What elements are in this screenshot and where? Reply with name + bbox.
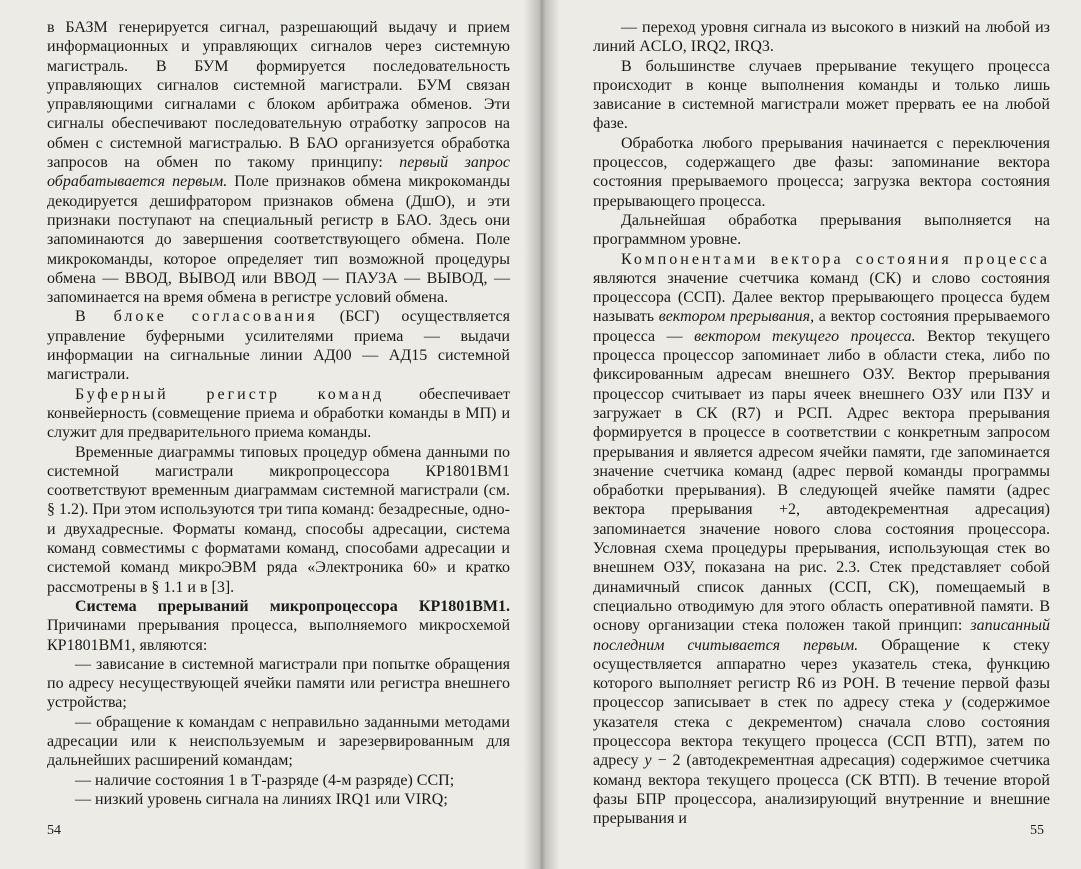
text-run: в БАЗМ генерируется сигнал, разрешающий выдачу и прием информационных и управляющих сигналов через системную магистраль. В БУМ формируется последовательность управляющих сигналов системной магистрали. БУМ связан управляющими сигналами с блоком арбитража обменов. Эти сигналы обеспечивают последовательную отработку запросов на обмен с системной магистралью. В БАО организуется обработка запросов на обмен по такому принципу: <box>47 19 510 172</box>
spaced-term: Компонентами вектора состояния процесса <box>621 250 1050 268</box>
left-page <box>0 0 540 869</box>
text-run: (содержимое указателя стека с декрементом) сначала слово состояния процессора вектора текущего процесса (ССП ВТП), затем по адресу <box>593 694 1051 770</box>
left-page-text <box>47 18 510 809</box>
right-page <box>540 0 1081 869</box>
paragraph <box>47 790 510 809</box>
paragraph <box>593 18 1050 57</box>
text-run: — обращение к командам с неправильно заданными методами адресации или к неиспользуемым и зарезервированным для дальнейших расширений командам; <box>47 713 510 770</box>
section-heading: Система прерываний микропроцессора КР1801ВМ1. <box>75 597 510 615</box>
paragraph <box>47 771 510 790</box>
text-run: — наличие состояния 1 в Т-разряде (4-м разряде) ССП; <box>75 771 455 789</box>
text-run: — зависание в системной магистрали при попытке обращения по адресу несуществующей ячейки памяти или регистра внешнего устройства; <box>47 655 510 712</box>
emphasis-text: вектором текущего процесса. <box>694 327 916 345</box>
text-run: Обработка любого прерывания начинается с переключения процессов, содержащего две фазы: запоминание вектора состояния прерываемого процесса; загрузка вектора состояния прерывающего процесса. <box>593 134 1050 210</box>
spaced-term: В блоке согласования <box>75 308 318 326</box>
paragraph <box>47 18 510 307</box>
book-gutter <box>524 0 560 869</box>
left-page-number: 54 <box>47 823 61 838</box>
text-run: Поле признаков обмена микрокоманды декодируется дешифратором признаков обмена (ДшО), и эти признаки поступают на специальный регистр в БАО. Здесь они запоминаются до завершения соответствующего обмена. Поле микрокоманды, которое определяет тип возможной процедуры обмена — ВВОД, ВЫВОД или ВВОД — ПАУЗА — ВЫВОД, — запоминается на время обмена в регистре условий обмена. <box>47 173 511 307</box>
text-run: В большинстве случаев прерывание текущего процесса происходит в конце выполнения команды и только лишь зависание в системной магистрали может прервать ее на любой фазе. <box>593 57 1050 133</box>
paragraph <box>47 443 510 597</box>
text-run: Временные диаграммы типовых процедур обмена данными по системной магистрали микропроцессора КР1801ВМ1 соответствуют временным диаграммам системной магистрали (см. § 1.2). При этом используются три типа команд: безадресные, одно- и двухадресные. Форматы команд, способы адресации, система команд совместимы с форматами команд, способами адресации и системой команд микроЭВМ ряда «Электроника 60» и кратко рассмотрены в § 1.1 и в [3]. <box>47 443 510 596</box>
text-run: обеспечивает конвейерность (совмещение приема и обработки команды в МП) и служит для предварительного приема команды. <box>47 385 510 442</box>
emphasis-text: y <box>944 694 952 712</box>
text-run: (БСГ) осуществляется управление буферными усилителями приема — выдачи информации на сигнальные линии АД00 — АД15 системной магистрали. <box>47 308 511 384</box>
emphasis-text: первый запрос обрабатывается первым. <box>47 154 510 191</box>
paragraph <box>47 307 510 384</box>
text-run: — низкий уровень сигнала на линиях IRQ1 или VIRQ; <box>75 790 448 808</box>
paragraph <box>593 57 1050 134</box>
text-run: являются значение счетчика команд (СК) и слово состояния процессора (ССП). Далее вектор прерывающего процесса будем называть <box>593 269 1050 326</box>
emphasis-text: вектором прерывания, <box>658 308 815 326</box>
paragraph <box>47 385 510 443</box>
paragraph <box>593 211 1050 250</box>
paragraph <box>47 713 510 771</box>
paragraph <box>593 134 1050 211</box>
text-run: Дальнейшая обработка прерывания выполняется на программном уровне. <box>593 211 1050 249</box>
text-run: − 2 (автодекрементная адресация) содержимое счетчика команд вектора текущего процесса (СК ВТП). В течение второй фазы БПР процессора, анализирующий внутренние и внешние прерывания и <box>593 752 1050 828</box>
paragraph <box>47 597 510 655</box>
text-run: — переход уровня сигнала из высокого в низкий на любой из линий ACLO, IRQ2, IRQ3. <box>593 19 1050 56</box>
paragraph <box>47 655 510 713</box>
text-run: Причинами прерывания процесса, выполняемого микросхемой КР1801ВМ1, являются: <box>47 617 510 654</box>
text-run: Обращение к стеку осуществляется аппаратно через указатель стека, функцию которого выполняет регистр R6 из РОН. В течение первой фазы процессор записывает в стек по адресу стека <box>593 636 1051 712</box>
right-page-text <box>593 18 1050 828</box>
text-run: Вектор текущего процесса процессор запоминает либо в области стека, либо по фиксированным адресам внешнего ОЗУ. Вектор прерывания процессор считывает из пары ячеек внешнего ОЗУ или ПЗУ и загружает в СК (R7) и РСП. Адрес вектора прерывания формируется в процессе в соответствии с конкретным запросом прерывания и является адресом ячейки памяти, где запоминается значение счетчика команд (адрес первой команды программы обработки прерывания). В следующей ячейке памяти (адрес вектора прерывания +2, автодекрементная адресация) запоминается значение нового слова состояния процессора. Условная схема процедуры прерывания, использующая стек во внешнем ОЗУ, показана на рис. 2.3. Стек представляет собой динамичный список данных (ССП, СК), помещаемый в специально отводимую для этого область оперативной памяти. В основу организации стека положен такой принцип: <box>593 327 1050 635</box>
paragraph <box>593 250 1050 829</box>
spaced-term: Буферный регистр команд <box>75 385 385 403</box>
right-page-number: 55 <box>1030 823 1044 838</box>
emphasis-text: записанный последним считывается первым. <box>593 617 1050 654</box>
text-run: а вектор состояния прерываемого процесса — <box>593 308 1050 345</box>
emphasis-text: y <box>644 752 652 770</box>
